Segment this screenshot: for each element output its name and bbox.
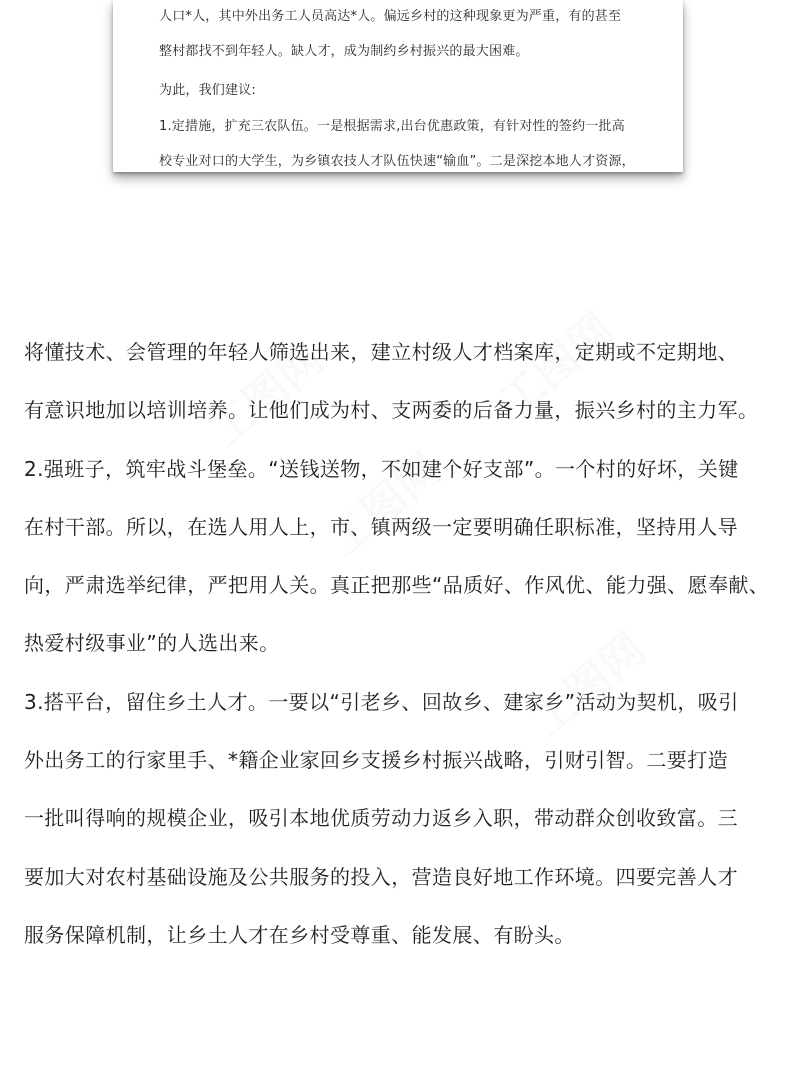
body-line: 2.强班子，筑牢战斗堡垒。“送钱送物，不如建个好支部”。一个村的好坏，关键 — [24, 456, 739, 481]
body-line: 3.搭平台，留住乡土人才。一要以“引老乡、回故乡、建家乡”活动为契机，吸引 — [24, 689, 739, 714]
watermark: 工图网 — [317, 443, 452, 568]
watermark: 工图网 — [521, 623, 656, 748]
preview-line: 校专业对口的大学生，为乡镇农技人才队伍快速“输血”。二是深挖本地人才资源， — [159, 154, 635, 169]
body-line: 将懂技术、会管理的年轻人筛选出来，建立村级人才档案库，定期或不定期地、 — [24, 340, 738, 364]
document-preview-card — [113, 0, 683, 172]
watermark: 工图网 — [489, 303, 624, 428]
body-line: 要加大对农村基础设施及公共服务的投入，营造良好地工作环境。四要完善人才 — [24, 864, 738, 889]
preview-line: 1.定措施，扩充三农队伍。一是根据需求,出台优惠政策，有针对性的签约一批高 — [159, 119, 625, 134]
document-body — [24, 323, 784, 964]
body-line: 在村干部。所以，在选人用人上，市、镇两级一定要明确任职标准，坚持用人导 — [24, 514, 738, 539]
body-line: 热爱村级事业”的人选出来。 — [24, 631, 280, 656]
body-line: 向，严肃选举纪律，严把用人关。真正把那些“品质好、作风优、能力强、愿奉献、 — [24, 573, 770, 598]
body-line: 有意识地加以培训培养。让他们成为村、支两委的后备力量，振兴乡村的主力军。 — [24, 398, 759, 423]
preview-line: 为此，我们建议: — [159, 83, 256, 98]
body-line: 服务保障机制，让乡土人才在乡村受尊重、能发展、有盼头。 — [24, 922, 575, 947]
preview-line: 整村都找不到年轻人。缺人才，成为制约乡村振兴的最大困难。 — [159, 44, 529, 59]
body-line: 外出务工的行家里手、*籍企业家回乡支援乡村振兴战略，引财引智。二要打造 — [24, 748, 728, 773]
preview-line: 人口*人，其中外出务工人员高达*人。偏远乡村的这种现象更为严重，有的甚至 — [159, 9, 622, 24]
body-line: 一批叫得响的规模企业，吸引本地优质劳动力返乡入职，带动群众创收致富。三 — [24, 806, 738, 831]
watermark: 工图网 — [199, 333, 334, 458]
